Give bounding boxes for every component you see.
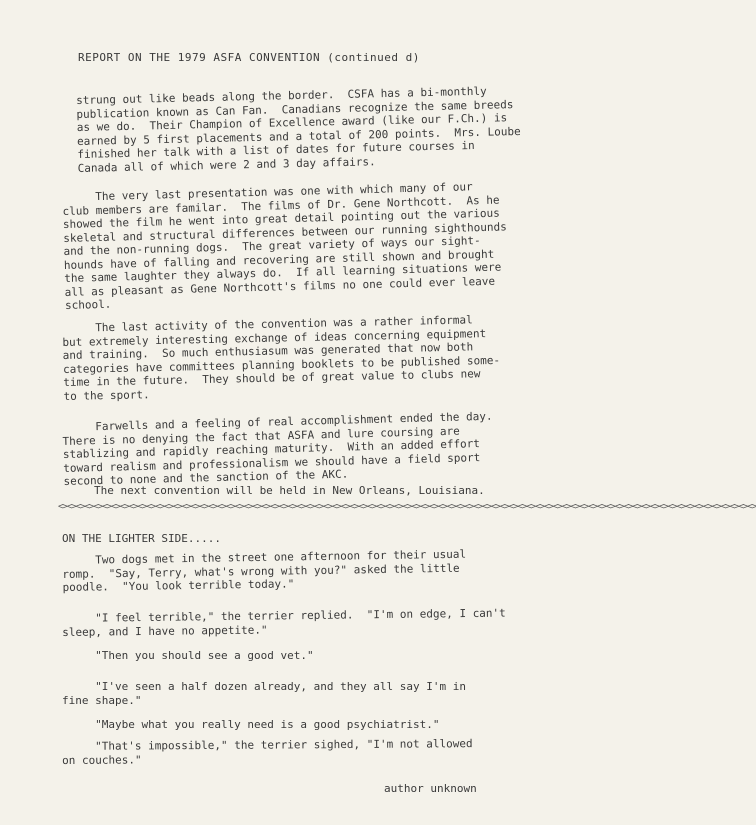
paragraph-northcott-films: The very last presentation was one with which many of our club members are familar. The films of Dr. Gene Northcott. As he showed the film he went into great detail pointing out the various skeletal and structural differences between our running sighthounds and the non-running dogs. The great variety of ways our sight- hounds have of falling and recovering are still shown and brought the same laughter they always do. If all learning situations were all as pleasant as Gene Northcott's films no one could ever leave school.	[62, 180, 507, 312]
paragraph-canada: strung out like beads along the border. CSFA has a bi-monthly publication known as Can Fan. Canadians recognize the same breeds as we do. Their Champion of Excellence award (like our F.Ch.) is earned by 5 first placements and a total of 200 points. Mrs. Loube finished her talk with a list of dates for future courses in Canada all of which were 2 and 3 day affairs.	[76, 84, 521, 175]
report-heading: REPORT ON THE 1979 ASFA CONVENTION (continued d)	[78, 51, 420, 64]
joke-paragraph-2: "I feel terrible," the terrier replied. "I'm on edge, I can't sleep, and I have no appetite."	[62, 606, 506, 639]
paragraph-conclusion: Farwells and a feeling of real accomplishment ended the day. There is no denying the fact that ASFA and lure coursing are stablizing and rapidly reaching maturity. With an added effort toward realism and professionalism we should have a field sport second to none and the sanction of the AKC.	[62, 409, 493, 488]
paragraph-next-convention: The next convention will be held in New Orleans, Louisiana.	[94, 484, 485, 497]
decorative-separator: <><><><><><><><><><><><><><><><><><><><><><><><><><><><><><><><><><><><><><><><><><><><><><><><><><><><><><><><><><><><><><><><><><><><><><><><><><><><><><><>	[58, 502, 756, 512]
joke-paragraph-1: Two dogs met in the street one afternoon for their usual romp. "Say, Terry, what's wrong with you?" asked the little poodle. "You look terrible today."	[62, 547, 467, 594]
joke-paragraph-4: "I've seen a half dozen already, and they all say I'm in fine shape."	[62, 680, 466, 707]
joke-paragraph-3: "Then you should see a good vet."	[62, 649, 314, 662]
paragraph-equipment-exchange: The last activity of the convention was a rather informal but extremely interesting exchange of ideas concerning equipment and training. So much enthusiasum was generated that now both categories have committees planning booklets to be published some- time in the future. They should be of great value to clubs new to the sport.	[62, 313, 501, 403]
joke-paragraph-6: "That's impossible," the terrier sighed, "I'm not allowed on couches."	[62, 737, 473, 767]
lighter-side-heading: ON THE LIGHTER SIDE.....	[62, 532, 221, 545]
joke-paragraph-5: "Maybe what you really need is a good psychiatrist."	[62, 718, 440, 731]
author-credit: author unknown	[384, 782, 477, 795]
